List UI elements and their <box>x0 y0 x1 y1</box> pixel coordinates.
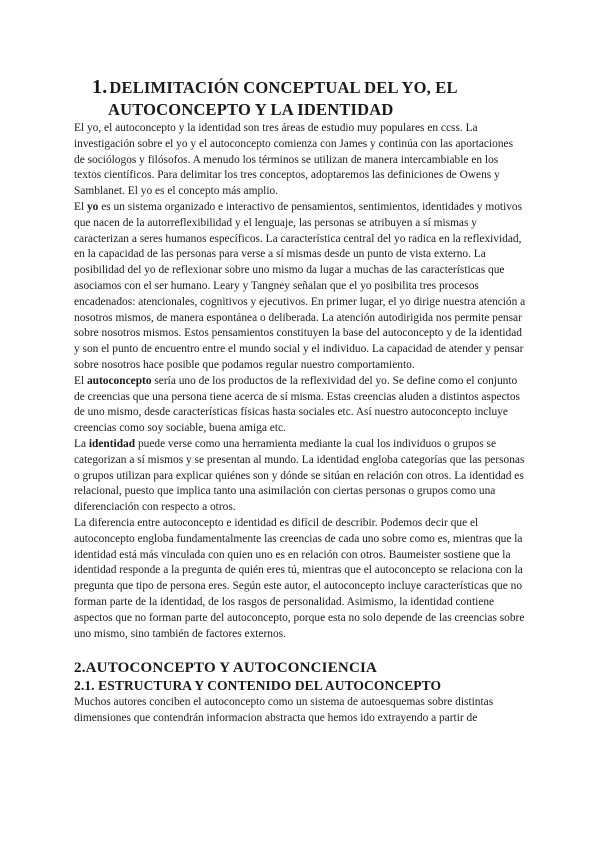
intro-paragraph: El yo, el autoconcepto y la identidad son tres áreas de estudio muy populares en ccss. La investigación sobre el yo y el autoconcepto comienza con James y continúa con las aportaciones de sociólogos y filósofos. A menudo los términos se utilizan de manera intercambiable en los textos científicos. Para delimitar los tres conceptos, adoptaremos las definiciones de Owens y Samblanet. El yo es el concepto más amplio. <box>74 122 514 198</box>
section-heading-2: 2.AUTOCONCEPTO Y AUTOCONCIENCIA <box>74 660 378 677</box>
section-heading-1 <box>74 76 526 121</box>
structure-paragraph: Muchos autores conciben el autoconcepto como un sistema de autoesquemas sobre distintas dimensiones que contendrán informacion abstracta que hemos ido extrayendo a partir de <box>74 696 494 725</box>
term-yo: yo <box>86 200 99 213</box>
paragraph-lead: El <box>74 374 87 387</box>
yo-paragraph <box>74 200 526 374</box>
term-identidad: identidad <box>88 437 136 450</box>
identidad-paragraph <box>74 437 526 516</box>
paragraph-lead: La <box>74 437 89 450</box>
term-autoconcepto: autoconcepto <box>86 374 152 387</box>
document-page <box>74 76 526 727</box>
heading-line-2: AUTOCONCEPTO Y LA IDENTIDAD <box>108 100 394 119</box>
autoconcepto-paragraph <box>74 374 526 437</box>
heading-line-1: DELIMITACIÓN CONCEPTUAL DEL YO, EL <box>109 78 458 97</box>
paragraph-body: sería uno de los productos de la reflexividad del yo. Se define como el conjunto de creencias que una persona tiene acerca de sí misma. Estas creencias aluden a distintos aspectos de uno mismo, desde características físicas hasta sociales etc. Así nuestro autoconcepto incluye creencias como soy sociable, buena amiga etc. <box>74 374 520 435</box>
paragraph-body: es un sistema organizado e interactivo de pensamientos, sentimientos, identidades y motivos que nacen de la autorreflexibilidad y el lenguaje, las personas se atribuyen a sí mismas y caracterizan a seres humanos específicos. La característica central del yo radica en la reflexividad, en la capacidad de las personas para verse a sí mismas desde un punto de vista externo. La posibilidad del yo de reflexionar sobre uno mismo da lugar a muchas de las características que asociamos con el ser humano. Leary y Tangney señalan que el yo posibilita tres procesos encadenados: atencionales, cognitivos y ejecutivos. En primer lugar, el yo dirige nuestra atención a nosotros mismos, de manera espontánea o deliberada. La atención autodirigida nos permite pensar sobre nosotros mismos. Estos pensamientos constituyen la base del autoconcepto y de la identidad y son el punto de encuentro entre el mundo social y el individuo. La capacidad de atender y pensar sobre nosotros hace posible que podamos regular nuestro comportamiento. <box>74 200 526 371</box>
subsection-heading: 2.1. ESTRUCTURA Y CONTENIDO DEL AUTOCONCEPTO <box>74 678 442 694</box>
difference-paragraph: La diferencia entre autoconcepto e identidad es difícil de describir. Podemos decir que el autoconcepto engloba fundamentalmente las creencias de cada uno sobre como es, mientras que la identidad está más vinculada con quien uno es en relación con otros. Baumeister sostiene que la identidad responde a la pregunta de quién eres tú, mientras que el autoconcepto se relaciona con la pregunta que tipo de persona eres. Según este autor, el autoconcepto incluye características que no forman parte de la identidad, de los rasgos de personalidad. Asimismo, la identidad contiene aspectos que no forman parte del autoconcepto, porque esta no solo depende de las creencias sobre uno mismo, sino también de factores externos. <box>74 516 525 640</box>
section-number: 1. <box>92 76 108 98</box>
paragraph-body: puede verse como una herramienta mediante la cual los individuos o grupos se categorizan a sí mismos y se presentan al mundo. La identidad engloba categorías que las personas o grupos utilizan para explicar quiénes son y dónde se sitúan en relación con otros. La identidad es relacional, puesto que implica tanto una asimilación con ciertas personas o grupos como una diferenciación con respecto a otros. <box>74 437 525 514</box>
paragraph-lead: El <box>74 200 87 213</box>
